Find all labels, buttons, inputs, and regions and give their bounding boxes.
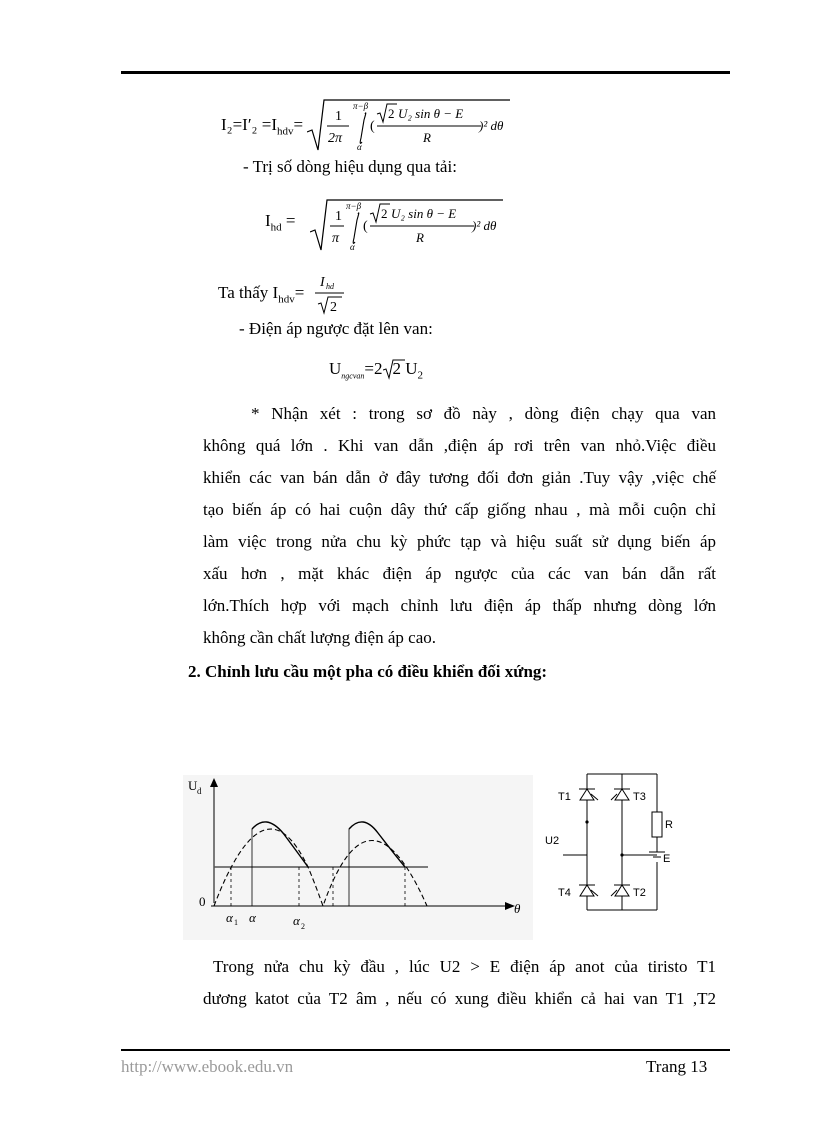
label-r: R	[665, 819, 673, 831]
upper-limit: π−β	[353, 101, 369, 111]
page-number: Trang 13	[646, 1057, 708, 1076]
remark-line: lớn.Thích hợp với mạch chỉnh lưu điện áp thấp nhưng dòng lớn	[203, 596, 716, 615]
alpha1-label: α	[226, 910, 233, 925]
svg-text:2: 2	[330, 300, 337, 315]
bridge-circuit	[545, 770, 680, 918]
alpha2-label: α	[293, 913, 300, 928]
label-t1: T1	[558, 791, 571, 803]
sqrt-two: 2	[381, 206, 388, 221]
body-line: Trong nửa chu kỳ đầu , lúc U2 > E điện áp anot của tiristo T1	[213, 957, 716, 976]
formula-ratio: Ta thấy $I_{hdv}=$	[218, 283, 305, 306]
numerator: U₂ sin θ − E	[391, 206, 457, 221]
numerator: U₂ sin θ − E	[398, 106, 464, 121]
y-axis-label-sub: d	[197, 786, 202, 796]
integral-expression-2	[310, 196, 510, 254]
denominator: R	[416, 230, 424, 245]
svg-text:I: I	[320, 275, 325, 290]
label-t2: T2	[633, 887, 646, 899]
lower-limit: α	[350, 242, 355, 252]
open-paren: (	[370, 119, 375, 134]
alpha-label: α	[249, 910, 256, 925]
waveform-graph	[183, 775, 533, 940]
alpha1-sub: 1	[234, 918, 238, 927]
frac-one: 1	[335, 109, 342, 124]
formula-reverse-voltage: $U_{ngcvan}=2$ 2 $U_2$	[329, 359, 424, 382]
remark-line: xấu hơn , mặt khác điện áp ngược của các van bán dẫn rất	[203, 564, 716, 583]
origin-label: 0	[199, 894, 206, 909]
remark-line: tạo biến áp có hai cuộn dây thứ cấp giống nhau , mà mỗi cuộn chỉ	[203, 500, 716, 519]
footer-url: http://www.ebook.edu.vn	[121, 1057, 294, 1076]
remark-line: khiển các van bán dẫn ở đây tương đối đơn giản .Tuy vậy ,việc chế	[203, 468, 716, 487]
alpha2-sub: 2	[301, 922, 305, 931]
remark-paragraph	[203, 398, 716, 654]
body-paragraph	[203, 951, 716, 1015]
frac-2pi: 2π	[328, 131, 343, 146]
section-heading: 2. Chỉnh lưu cầu một pha có điều khiển đối xứng:	[188, 662, 548, 681]
y-axis-label: U	[188, 778, 198, 793]
open-paren: (	[363, 219, 368, 234]
label-e: E	[663, 853, 671, 865]
svg-text:hd: hd	[326, 282, 334, 291]
bullet-reverse-voltage: - Điện áp ngược đặt lên van:	[239, 319, 433, 338]
resistor	[652, 812, 662, 837]
tail: )² dθ	[479, 118, 504, 133]
denominator: R	[423, 130, 431, 145]
frac-one: 1	[335, 209, 342, 224]
integral-expression-1	[307, 96, 517, 154]
bullet-rms-load: - Trị số dòng hiệu dụng qua tải:	[243, 157, 457, 176]
footer-rule	[121, 1049, 730, 1051]
lower-limit: α	[357, 142, 362, 152]
sqrt-two: 2	[388, 106, 395, 121]
header-rule	[121, 71, 730, 74]
frac-pi: π	[332, 231, 340, 246]
sqrt-sign	[383, 358, 405, 380]
ratio-fraction	[314, 270, 350, 316]
remark-line: không quá lớn . Khi van dẫn ,điện áp rơi trên van nhỏ.Việc điều	[203, 436, 716, 455]
remark-line: * Nhận xét : trong sơ đồ này , dòng điện chạy qua van	[251, 404, 716, 423]
label-u2: U2	[545, 835, 560, 847]
label-t4: T4	[558, 887, 571, 899]
graph-background	[183, 775, 533, 940]
body-line: dương katot của T2 âm , nếu có xung điều khiển cả hai van T1 ,T2	[203, 989, 716, 1008]
x-axis-label: θ	[514, 901, 521, 916]
tail: )² dθ	[472, 218, 497, 233]
remark-line: không cần chất lượng điện áp cao.	[203, 628, 436, 647]
formula-rms-load-current: $I_{hd}$ =	[265, 211, 296, 234]
upper-limit: π−β	[346, 201, 362, 211]
remark-line: làm việc trong nửa chu kỳ phức tạp và hiệu suất sử dụng biến áp	[203, 532, 716, 551]
label-t3: T3	[633, 791, 646, 803]
